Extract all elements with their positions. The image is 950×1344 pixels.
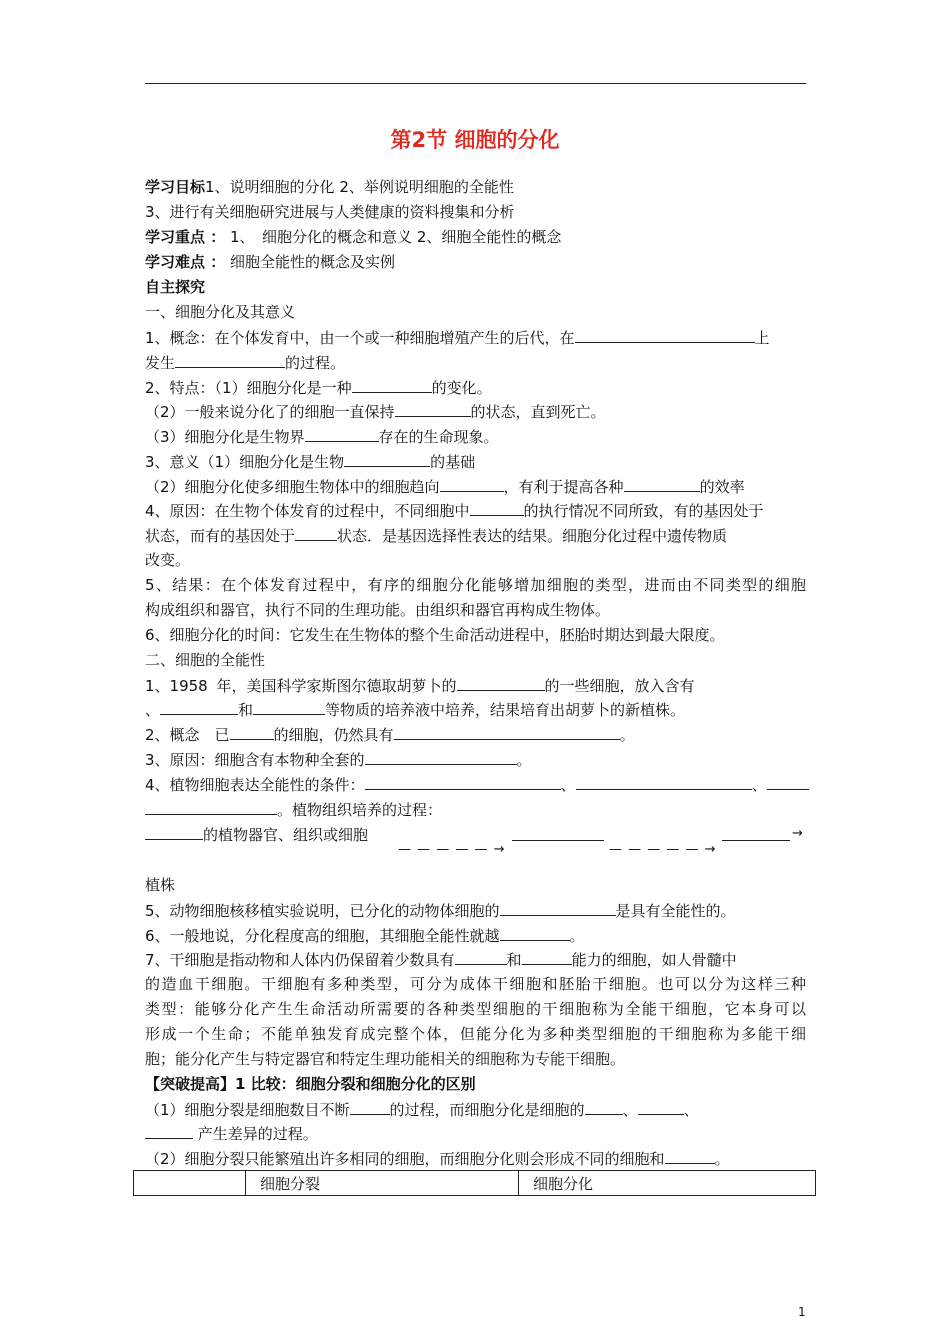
text: 的执行情况不同所致，有的基因处于 [523, 502, 764, 520]
blank [365, 750, 517, 765]
text: 和 [506, 951, 522, 969]
text: 的基础 [430, 453, 476, 471]
blank [350, 1100, 390, 1115]
p2-conditions [145, 775, 809, 794]
blank [160, 700, 238, 715]
text: （1）细胞分裂是细胞数目不断 [145, 1101, 350, 1119]
blank [253, 700, 325, 715]
page-number: 1 [798, 1305, 806, 1319]
text: 6、一般地说，分化程度高的细胞，其细胞全能性就越 [145, 927, 500, 945]
text: 状态，而有的基因处于 [145, 527, 296, 545]
blank [575, 328, 755, 343]
p1-result2: 构成组织和器官，执行不同的生理功能。由组织和器官再构成生物体。 [145, 601, 611, 619]
text: 的一些细胞，放入含有 [544, 677, 695, 695]
difficulty-text: 细胞全能性的概念及实例 [230, 253, 396, 271]
text: 1、概念：在个体发育中，由一个或一种细胞增殖产生的后代，在 [145, 329, 575, 347]
text: 的变化。 [431, 379, 492, 397]
text: 的细胞，仍然具有 [273, 726, 394, 744]
p1-feature2 [145, 402, 606, 421]
text: 等物质的培养液中培养，结果培育出胡萝卜的新植株。 [325, 701, 686, 719]
p2-degree [145, 926, 585, 945]
p2-concept [145, 725, 635, 744]
blank [500, 901, 616, 916]
key-points [145, 228, 561, 246]
text: 的过程。 [285, 354, 346, 372]
text: 的状态，直到死亡。 [470, 403, 606, 421]
blank [457, 676, 545, 691]
comparison-table [133, 1170, 816, 1196]
blank [638, 1100, 684, 1115]
p1-result1: 5、结果：在个体发育过程中，有序的细胞分化能够增加细胞的类型，进而由不同类型的细胞 [145, 576, 806, 594]
text: 发生 [145, 354, 176, 372]
goals-line2: 3、进行有关细胞研究进展与人类健康的资料搜集和分析 [145, 203, 515, 221]
text: 2、特点：（1）细胞分化是一种 [145, 379, 352, 397]
blank [352, 378, 432, 393]
blank [585, 1100, 623, 1115]
text: 5、动物细胞核移植实验说明，已分化的动物体细胞的 [145, 902, 500, 920]
blank [145, 825, 203, 840]
bt-q1-line2 [145, 1124, 318, 1143]
blank [767, 775, 809, 790]
text: （3）细胞分化是生物界 [145, 428, 305, 446]
p2-stem5: 胞；能分化产生与特定器官和特定生理功能相关的细胞称为专能干细胞。 [145, 1050, 626, 1068]
text: 。 [714, 1150, 730, 1168]
text: （2）细胞分化使多细胞生物体中的细胞趋向 [145, 478, 440, 496]
blank [365, 775, 561, 790]
text: 能力的细胞，如人骨髓中 [571, 951, 737, 969]
text: 、 [145, 701, 161, 719]
p1-feature3 [145, 427, 499, 446]
text: ，有利于提高各种 [503, 478, 624, 496]
text: 、 [560, 776, 576, 794]
blank [145, 800, 277, 815]
bt-q1-line1 [145, 1100, 699, 1119]
process-blank-1 [512, 840, 604, 841]
p2-stem1 [145, 950, 737, 969]
blank [665, 1149, 715, 1164]
breakthrough-label: 【突破提高】 [145, 1075, 236, 1093]
text: 和 [238, 701, 254, 719]
text: 2、概念 已 [145, 726, 230, 744]
text: 4、植物细胞表达全能性的条件： [145, 776, 365, 794]
p1-feature1 [145, 378, 492, 397]
breakthrough-title: 1 比较：细胞分裂和细胞分化的区别 [235, 1075, 476, 1093]
text: 的植物器官、组织或细胞 [203, 826, 369, 844]
p2-animal [145, 901, 736, 920]
text: 。 [619, 726, 635, 744]
text: 。 [516, 751, 532, 769]
part1-heading: 一、细胞分化及其意义 [145, 303, 296, 321]
blank [305, 427, 379, 442]
p1-cause2 [145, 526, 727, 545]
p2-process [145, 825, 368, 844]
p2-conditions2 [145, 800, 442, 819]
blank [175, 353, 285, 368]
text: （2）细胞分裂只能繁殖出许多相同的细胞，而细胞分化则会形成不同的细胞和 [145, 1150, 665, 1168]
text: 7、干细胞是指动物和人体内仍保留着少数具有 [145, 951, 455, 969]
blank [455, 950, 507, 965]
blank [500, 926, 570, 941]
text: 、 [683, 1101, 699, 1119]
blank [344, 452, 430, 467]
blank [394, 725, 620, 740]
text: 。植物组织培养的过程： [277, 801, 443, 819]
text: 是具有全能性的。 [615, 902, 736, 920]
goals-line1 [145, 178, 514, 196]
p1-concept-line2 [145, 353, 345, 372]
blank [522, 950, 572, 965]
text: 3、原因：细胞含有本物种全套的 [145, 751, 365, 769]
blank [576, 775, 752, 790]
p2-reason [145, 750, 532, 769]
table-header-blank [134, 1171, 246, 1196]
blank [295, 526, 337, 541]
difficulty [145, 253, 395, 271]
table-header-differentiation: 细胞分化 [519, 1171, 816, 1196]
p2-stem4: 形成一个生命；不能单独发育成完整个体，但能分化为多种类型细胞的干细胞称为多能干细 [145, 1025, 806, 1043]
p1-meaning2 [145, 477, 745, 496]
p1-meaning1 [145, 452, 475, 471]
blank [624, 477, 700, 492]
p1-cause3: 改变。 [145, 551, 191, 569]
p1-concept-line1 [145, 328, 770, 347]
text: 的过程，而细胞分化是细胞的 [389, 1101, 585, 1119]
process-arrow-3: → [792, 826, 804, 841]
section-self-study: 自主探究 [145, 278, 206, 296]
text: 上 [754, 329, 770, 347]
table-header-division: 细胞分裂 [246, 1171, 519, 1196]
process-arrow-1: — — — — — → [398, 842, 506, 857]
blank [395, 402, 471, 417]
p1-time: 6、细胞分化的时间：它发生在生物体的整个生命活动进程中，胚胎时期达到最大限度。 [145, 626, 725, 644]
key-points-label: 学习重点 ： [145, 228, 226, 246]
table-header-row [134, 1171, 816, 1196]
p1-cause1 [145, 501, 764, 520]
blank [440, 477, 504, 492]
p2-stem2: 的造血干细胞。干细胞有多种类型，可分为成体干细胞和胚胎干细胞。也可以分为这样三种 [145, 975, 806, 993]
text: 、 [622, 1101, 638, 1119]
part2-heading: 二、细胞的全能性 [145, 651, 266, 669]
header-rule [145, 83, 806, 84]
page-title: 第2节 细胞的分化 [390, 128, 560, 152]
text: 3、意义（1）细胞分化是生物 [145, 453, 345, 471]
blank [145, 1124, 193, 1139]
p2-experiment1 [145, 676, 695, 695]
text: 的效率 [699, 478, 745, 496]
text: （2）一般来说分化了的细胞一直保持 [145, 403, 395, 421]
key-points-text: 1、 细胞分化的概念和意义 2、细胞全能性的概念 [230, 228, 562, 246]
difficulty-label: 学习难点 ： [145, 253, 226, 271]
text: 状态．是基因选择性表达的结果。细胞分化过程中遗传物质 [337, 527, 728, 545]
process-arrow-2: — — — — — → [609, 842, 717, 857]
text: 产生差异的过程。 [197, 1125, 318, 1143]
blank [230, 725, 274, 740]
text: 存在的生命现象。 [378, 428, 499, 446]
text: 、 [751, 776, 767, 794]
goals-text: 1、说明细胞的分化 2、举例说明细胞的全能性 [205, 178, 514, 196]
text: 4、原因：在生物个体发育的过程中，不同细胞中 [145, 502, 470, 520]
breakthrough-heading [145, 1075, 476, 1093]
blank [470, 501, 524, 516]
goals-label: 学习目标 [145, 178, 206, 196]
p2-stem3: 类型：能够分化产生生命活动所需要的各种类型细胞的干细胞称为全能干细胞，它本身可以 [145, 1000, 806, 1018]
text: 1、1958 年，美国科学家斯图尔德取胡萝卜的 [145, 677, 457, 695]
bt-q2 [145, 1149, 730, 1168]
p2-process-end: 植株 [145, 876, 176, 894]
text: 。 [569, 927, 585, 945]
p2-experiment2 [145, 700, 685, 719]
process-blank-2 [722, 840, 790, 841]
